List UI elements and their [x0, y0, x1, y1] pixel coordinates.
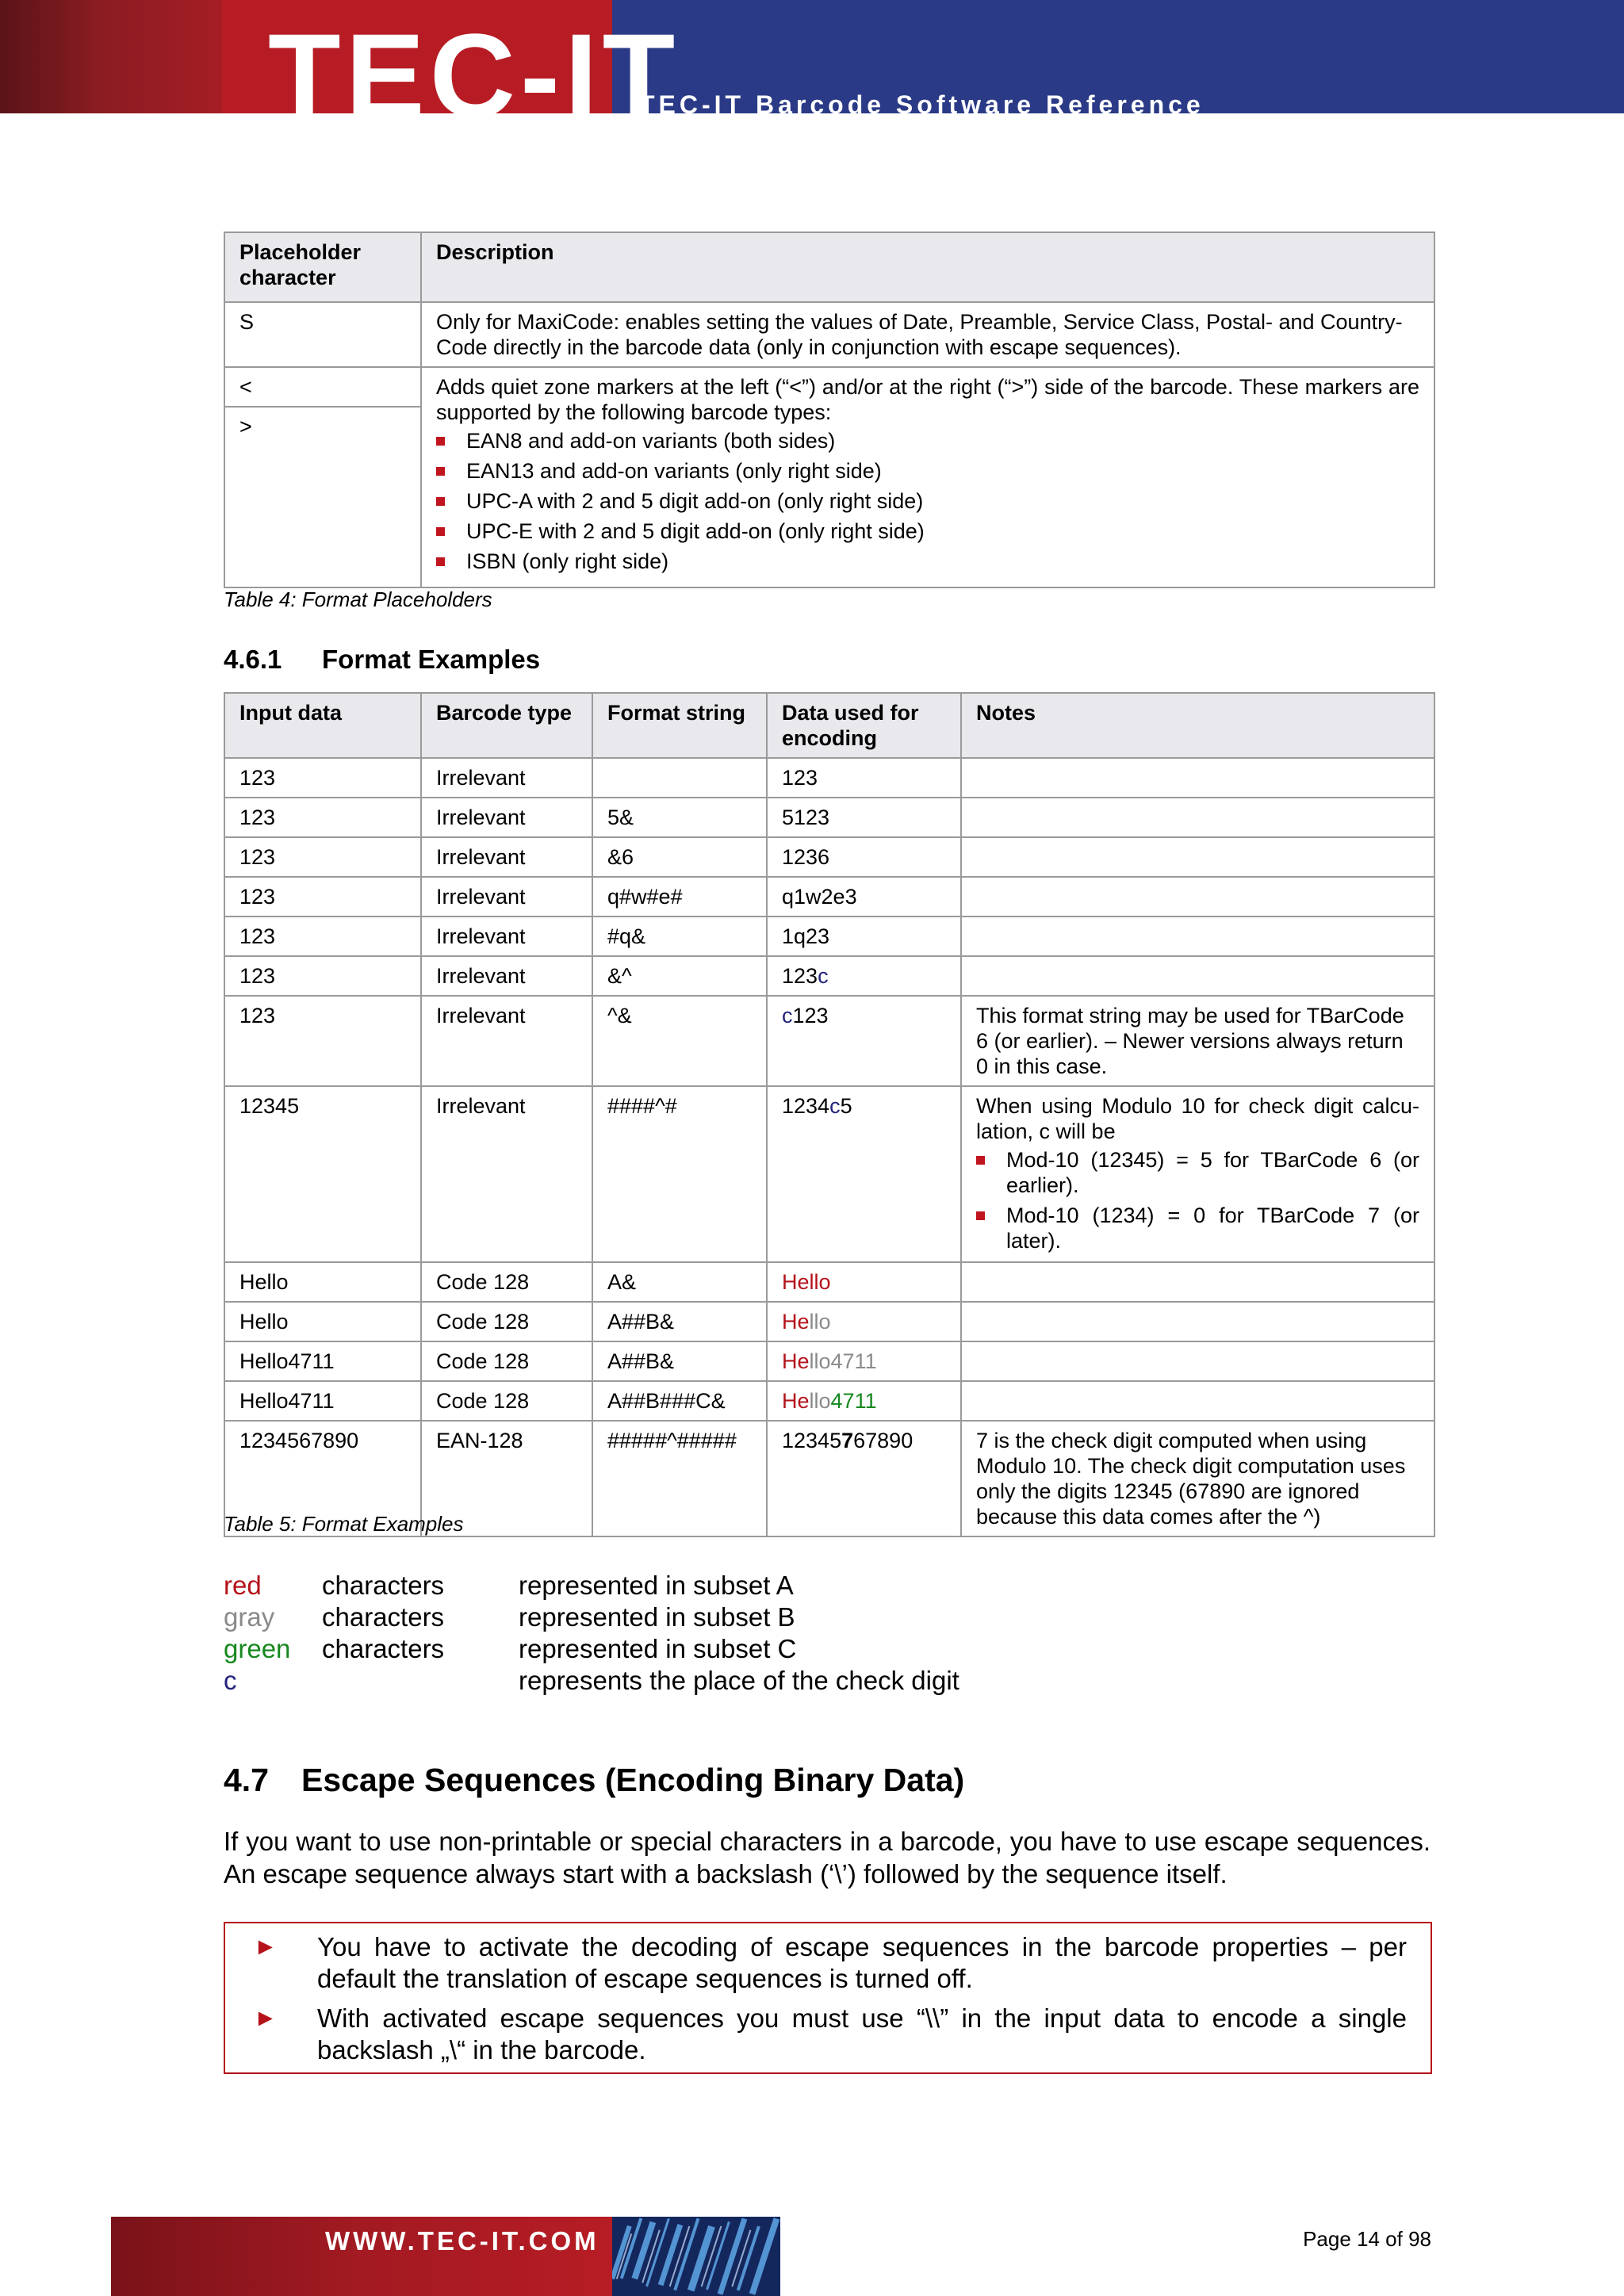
table-cell: Irrelevant [421, 877, 592, 916]
data-text: 5 [840, 1094, 852, 1118]
table-cell: Code 128 [421, 1341, 592, 1381]
section-number: 4.7 [224, 1762, 269, 1798]
data-text: 67890 [853, 1429, 914, 1452]
check-digit-marker: c [782, 1004, 793, 1027]
table-cell [767, 1421, 961, 1536]
table-cell: Irrelevant [421, 956, 592, 996]
table-cell: Code 128 [421, 1262, 592, 1302]
table-cell [767, 1381, 961, 1421]
table-cell: ####^# [592, 1086, 767, 1262]
subset-a-text: Hello [782, 1270, 831, 1294]
table-cell: Code 128 [421, 1302, 592, 1341]
table-row [224, 1302, 1434, 1341]
legend-color-name: gray [224, 1602, 275, 1632]
table-row [224, 302, 1434, 367]
table-cell: > [224, 407, 421, 587]
table-cell: A##B& [592, 1302, 767, 1341]
section-number: 4.6.1 [224, 645, 282, 674]
legend-color-name: green [224, 1634, 291, 1663]
table-header-cell: Description [421, 232, 1434, 302]
table-cell [767, 1086, 961, 1262]
color-legend [224, 1570, 959, 1697]
table-header-cell: Input data [224, 693, 421, 758]
table-cell [592, 758, 767, 798]
tec-it-logo: TEC-IT [268, 9, 680, 142]
legend-row [224, 1665, 959, 1697]
table-cell [961, 1341, 1434, 1381]
legend-word: characters [322, 1634, 445, 1663]
table-cell: A& [592, 1262, 767, 1302]
table-cell [961, 798, 1434, 837]
format-placeholders-table [224, 232, 1435, 588]
table-cell: 5123 [767, 798, 961, 837]
table-row [224, 877, 1434, 916]
table-cell: Code 128 [421, 1381, 592, 1421]
list-item: EAN8 and add-on variants (both sides) [436, 428, 1419, 453]
table-cell: 123 [224, 916, 421, 956]
table-cell: < [224, 367, 421, 407]
table-cell: &^ [592, 956, 767, 996]
legend-row [224, 1633, 959, 1665]
table-row [224, 916, 1434, 956]
subset-c-text: 4711 [830, 1389, 877, 1413]
table-cell [961, 837, 1434, 877]
list-item: Mod-10 (1234) = 0 for TBarCode 7 (or later). [976, 1203, 1419, 1253]
legend-word: characters [322, 1571, 445, 1600]
table-cell: Irrelevant [421, 837, 592, 877]
data-text: 123 [792, 1004, 829, 1027]
note-item [249, 2003, 1407, 2066]
escape-intro-paragraph: If you want to use non-printable or special characters in a barcode, you have to use escape sequences. An escape sequence always start with a backslash (‘\’) followed by the sequence itself. [224, 1827, 1431, 1888]
table-row [224, 758, 1434, 798]
table-cell: S [224, 302, 421, 367]
table-header-cell: Format string [592, 693, 767, 758]
legend-color-name: c [224, 1666, 237, 1695]
table-cell: Hello4711 [224, 1341, 421, 1381]
table-cell: ^& [592, 996, 767, 1086]
table-cell: 123 [224, 798, 421, 837]
note-box [224, 1922, 1432, 2074]
table-cell [767, 996, 961, 1086]
legend-word [322, 1665, 519, 1697]
legend-text: represents the place of the check digit [519, 1666, 959, 1695]
table-cell: This format string may be used for TBarCode 6 (or earlier). – Newer versions always return 0 in this case. [961, 996, 1434, 1086]
table-cell: 123 [224, 877, 421, 916]
table-cell: 123 [224, 996, 421, 1086]
table-cell [961, 1381, 1434, 1421]
note-text: You have to activate the decoding of escape sequences in the barcode properties – per default the translation of escape sequences is turned off. [317, 1932, 1407, 1993]
table-row [224, 956, 1434, 996]
header-left-band [0, 0, 222, 113]
data-text: 1234 [782, 1094, 830, 1118]
footer-url: WWW.TEC-IT.COM [325, 2226, 599, 2256]
table-cell: 123 [767, 758, 961, 798]
arrow-right-icon: ► [254, 2005, 278, 2031]
subset-a-text: He [782, 1349, 810, 1373]
check-digit: 7 [841, 1429, 854, 1452]
header-title: TEC-IT Barcode Software Reference [639, 90, 1205, 119]
data-text: 12345 [782, 1429, 842, 1452]
table-cell: Only for MaxiCode: enables setting the values of Date, Preamble, Service Class, Postal- and Country-Code directly in the barcode data (only in conjunction with escape sequences). [421, 302, 1434, 367]
table-cell: Hello4711 [224, 1381, 421, 1421]
table-cell: Irrelevant [421, 758, 592, 798]
format-examples-table [224, 692, 1435, 1537]
check-digit-marker: c [818, 964, 829, 988]
mod10-list [976, 1147, 1419, 1253]
table-cell [767, 1262, 961, 1302]
table-cell [961, 1302, 1434, 1341]
table-cell [961, 758, 1434, 798]
subset-a-text: He [782, 1389, 810, 1413]
table-header-cell: Notes [961, 693, 1434, 758]
section-4-6-1-heading [224, 644, 540, 675]
table-cell: Irrelevant [421, 798, 592, 837]
subset-b-text: llo [809, 1389, 831, 1413]
table-row [224, 367, 1434, 407]
table-cell: 7 is the check digit computed when using Modulo 10. The check digit computation uses only the digits 12345 (67890 are ignored because this data comes after the ^) [961, 1421, 1434, 1536]
legend-color-name: red [224, 1571, 262, 1600]
table-cell: 123 [224, 956, 421, 996]
legend-text: represented in subset B [519, 1602, 795, 1632]
table-row [224, 1381, 1434, 1421]
subset-a-text: He [782, 1310, 810, 1334]
table-cell: Hello [224, 1302, 421, 1341]
list-item: Mod-10 (12345) = 5 for TBarCode 6 (or earlier). [976, 1147, 1419, 1198]
table-cell: EAN-128 [421, 1421, 592, 1536]
table-cell: &6 [592, 837, 767, 877]
table-cell: q#w#e# [592, 877, 767, 916]
list-item: EAN13 and add-on variants (only right side) [436, 458, 1419, 484]
legend-word: characters [322, 1602, 445, 1632]
legend-row [224, 1570, 959, 1601]
table-cell: Hello [224, 1262, 421, 1302]
table-cell: Irrelevant [421, 1086, 592, 1262]
footer-barcode-image [612, 2217, 780, 2296]
table-header-row [224, 693, 1434, 758]
table-cell: 1q23 [767, 916, 961, 956]
legend-text: represented in subset A [519, 1571, 794, 1600]
table4-caption: Table 4: Format Placeholders [224, 587, 492, 611]
table-cell: #####^##### [592, 1421, 767, 1536]
table-row [224, 1086, 1434, 1262]
list-item: UPC-E with 2 and 5 digit add-on (only right side) [436, 519, 1419, 544]
table-cell: 1234567890 [224, 1421, 421, 1536]
table5-caption: Table 5: Format Examples [224, 1512, 464, 1536]
table-cell [767, 1302, 961, 1341]
table-cell: A##B###C& [592, 1381, 767, 1421]
table-cell [767, 956, 961, 996]
table-cell: A##B& [592, 1341, 767, 1381]
table-row [224, 1341, 1434, 1381]
table-cell: #q& [592, 916, 767, 956]
barcode-type-list [436, 428, 1419, 574]
table-row [224, 996, 1434, 1086]
list-item: UPC-A with 2 and 5 digit add-on (only right side) [436, 488, 1419, 514]
subset-b-text: llo4711 [809, 1349, 877, 1373]
table-row [224, 837, 1434, 877]
table-cell [421, 367, 1434, 587]
table-cell [961, 956, 1434, 996]
table-cell: q1w2e3 [767, 877, 961, 916]
legend-text: represented in subset C [519, 1634, 797, 1663]
table-header-cell: Placeholder character [224, 232, 421, 302]
table-header-cell: Data used for encoding [767, 693, 961, 758]
note-item [249, 1931, 1407, 1995]
list-item: ISBN (only right side) [436, 549, 1419, 574]
section-title: Escape Sequences (Encoding Binary Data) [301, 1762, 965, 1798]
table-cell [767, 1341, 961, 1381]
table-header-row [224, 232, 1434, 302]
table-cell [961, 916, 1434, 956]
table-cell [961, 1086, 1434, 1262]
data-text: 123 [782, 964, 818, 988]
table-cell: 123 [224, 837, 421, 877]
table-row [224, 1262, 1434, 1302]
table-cell-text: Adds quiet zone markers at the left (“<”) and/or at the right (“>”) side of the barcode. These markers are supported by the following barcode types: [436, 375, 1419, 424]
table-row [224, 798, 1434, 837]
table-header-cell: Barcode type [421, 693, 592, 758]
page-number: Page 14 of 98 [1303, 2227, 1431, 2251]
check-digit-marker: c [829, 1094, 841, 1118]
section-4-7-heading [224, 1760, 964, 1800]
table-cell: 1236 [767, 837, 961, 877]
table-cell: 123 [224, 758, 421, 798]
arrow-right-icon: ► [254, 1934, 278, 1960]
table-cell: 5& [592, 798, 767, 837]
table-cell [961, 1262, 1434, 1302]
table-cell: Irrelevant [421, 916, 592, 956]
table-cell-text: When using Modulo 10 for check digit calcu-lation, c will be [976, 1094, 1419, 1143]
legend-row [224, 1601, 959, 1633]
subset-b-text: llo [809, 1310, 831, 1334]
table-cell [961, 877, 1434, 916]
table-cell: 12345 [224, 1086, 421, 1262]
table-cell: Irrelevant [421, 996, 592, 1086]
note-text: With activated escape sequences you must use “\\” in the input data to encode a single backslash „\“ in the barcode. [317, 2003, 1407, 2064]
section-title: Format Examples [322, 645, 541, 674]
barcode-graphic-icon [612, 2217, 780, 2296]
